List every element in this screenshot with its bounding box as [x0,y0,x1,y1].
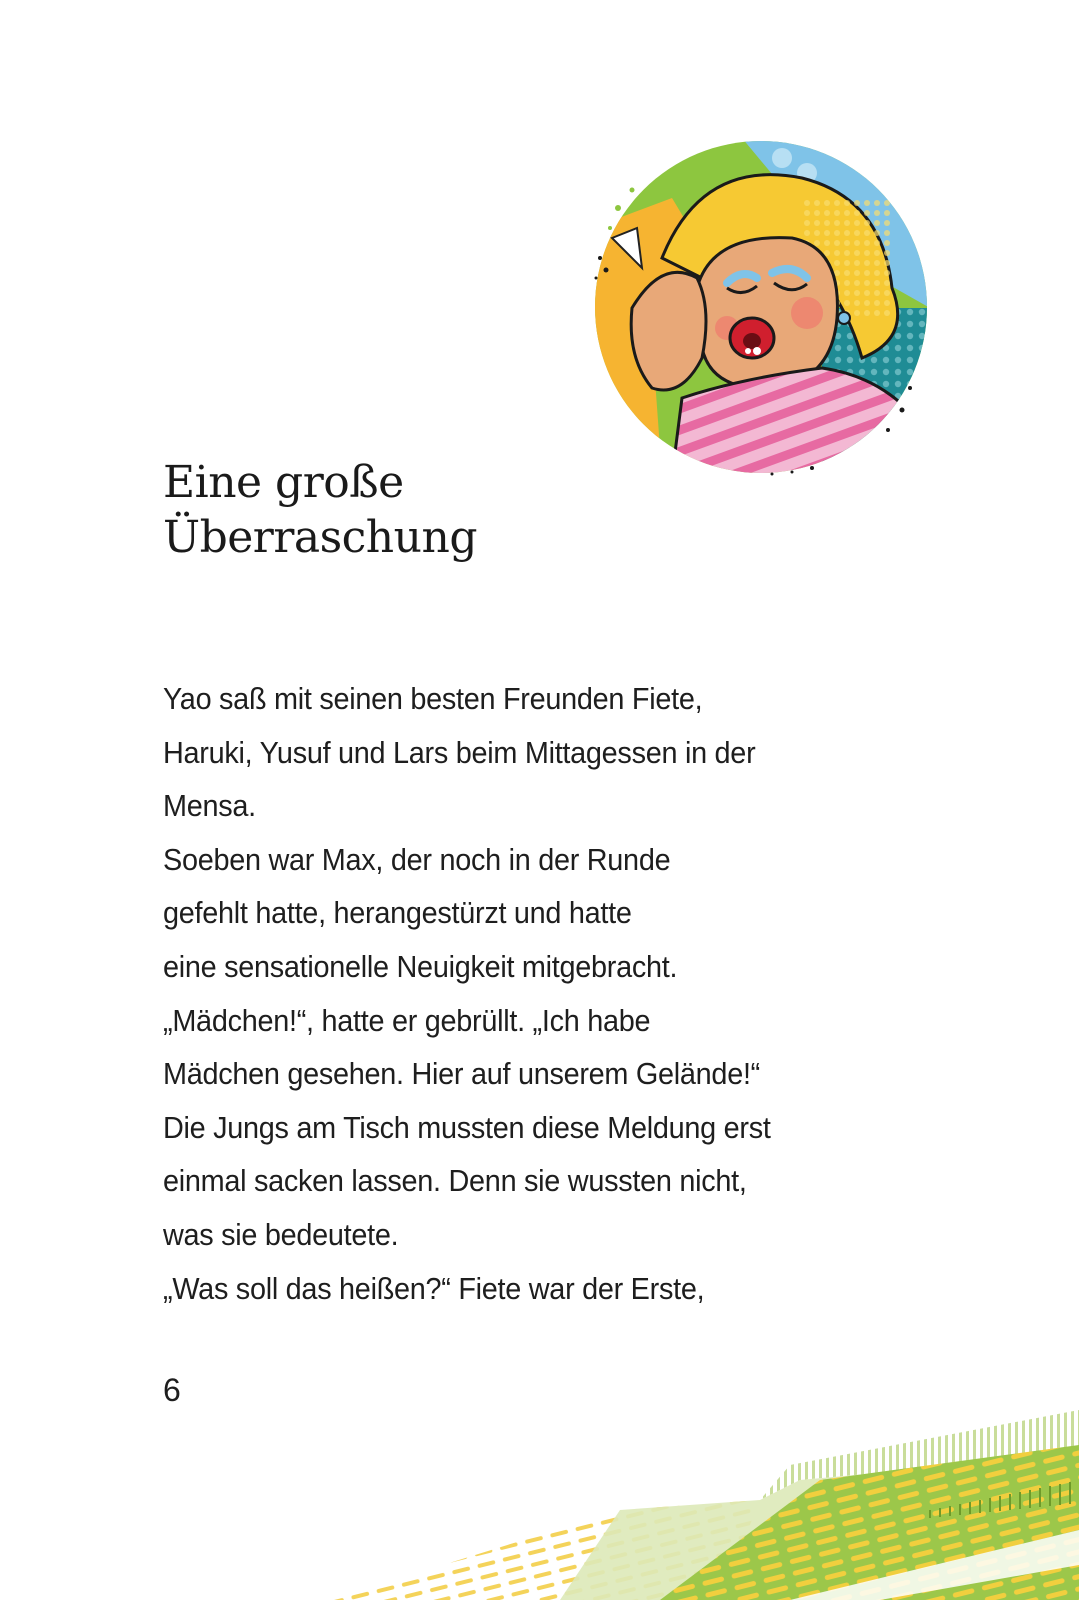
grass-stripes-icon [0,1370,1079,1600]
text-line: eine sensationelle Neuigkeit mitgebracht. [163,948,678,984]
text-line: Mädchen gesehen. Hier auf unserem Gelände!“ [163,1056,761,1092]
girl-shouting-icon [592,138,930,476]
text-line: Soeben war Max, der noch in der Runde [163,841,671,877]
text-line: was sie bedeutete. [163,1216,399,1252]
text-line: „Was soll das heißen?“ Fiete war der Erste, [163,1270,705,1306]
chapter-title-line-2: Überraschung [163,512,477,563]
page-number: 6 [163,1372,181,1408]
body-text [163,672,963,1315]
text-line: einmal sacken lassen. Denn sie wussten nicht, [163,1163,747,1199]
text-line: „Mädchen!“, hatte er gebrüllt. „Ich habe [163,1002,651,1038]
text-line: Die Jungs am Tisch mussten diese Meldung erst [163,1109,771,1145]
text-line: Yao saß mit seinen besten Freunden Fiete, [163,681,703,716]
chapter-illustration [592,138,930,476]
text-line: gefehlt hatte, herangestürzt und hatte [163,895,632,931]
text-line: Mensa. [163,788,256,824]
footer-decoration [0,1370,1079,1600]
chapter-title [163,455,477,565]
chapter-title-line-1: Eine große [163,457,404,508]
text-line: Haruki, Yusuf und Lars beim Mittagessen in der [163,734,756,770]
